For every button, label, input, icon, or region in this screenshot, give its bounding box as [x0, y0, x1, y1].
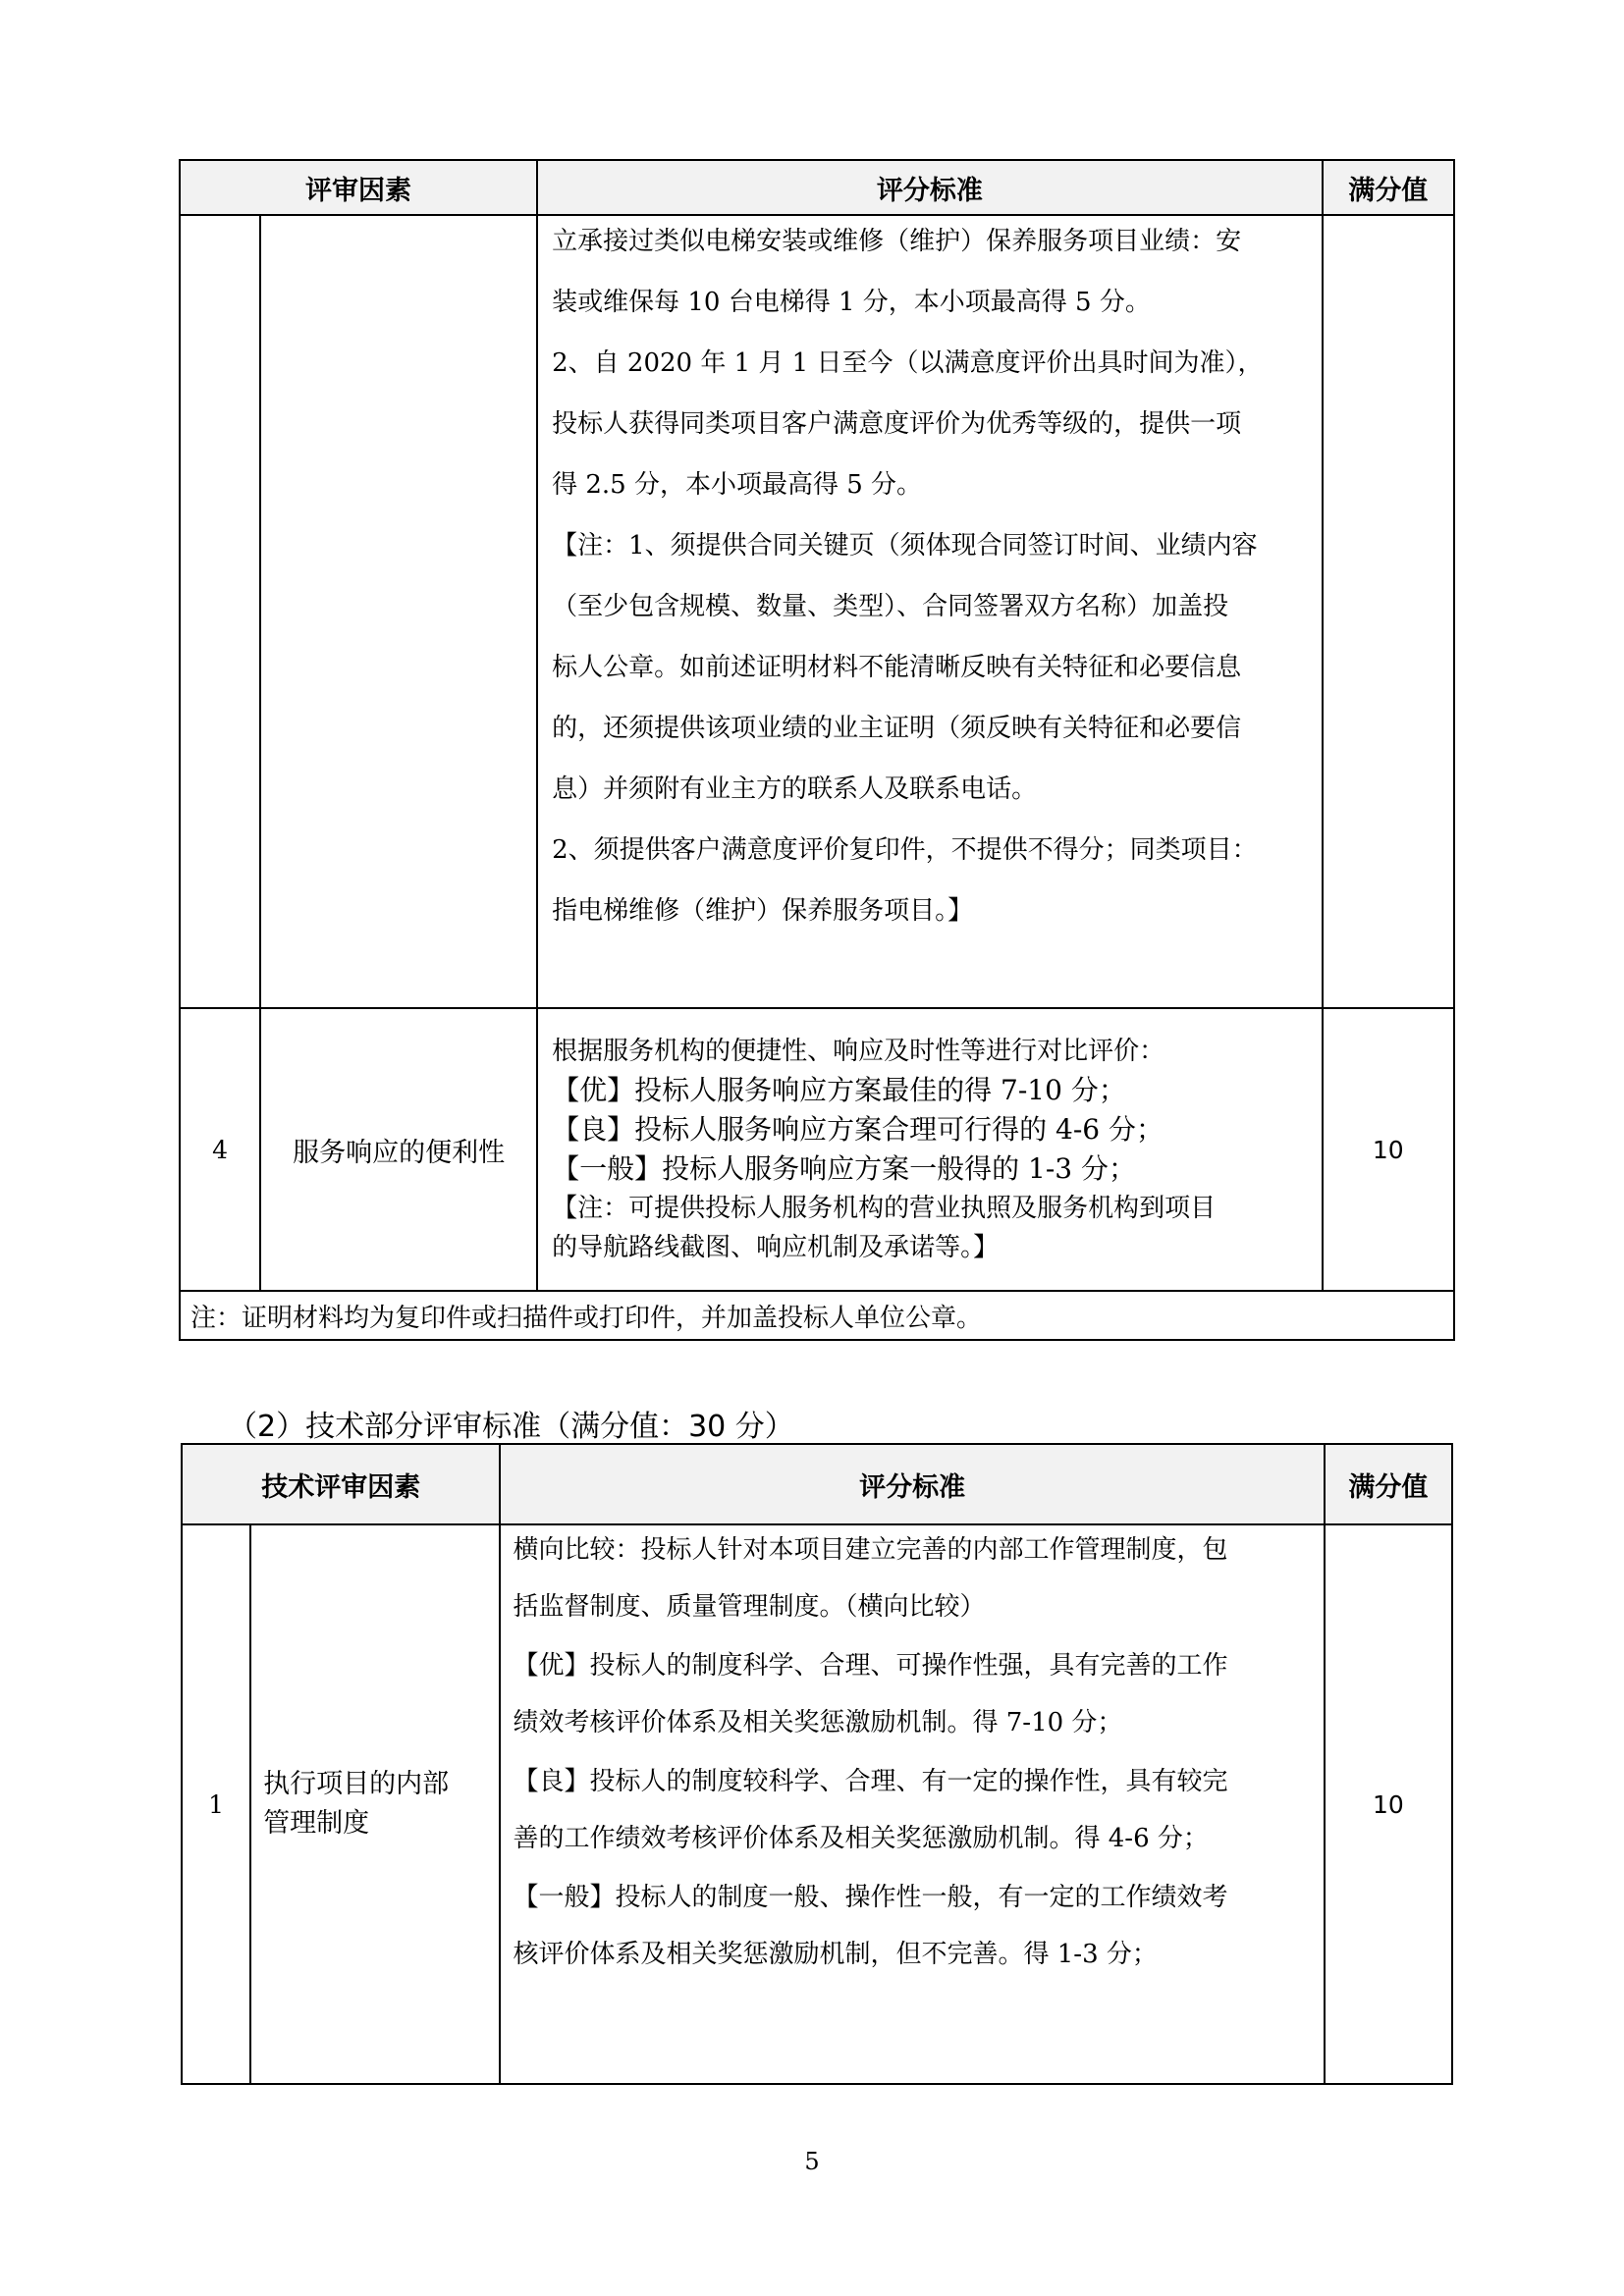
table-row [180, 1008, 1454, 1291]
criteria-line: 2、须提供客户满意度评价复印件，不提供不得分；同类项目： [552, 835, 1258, 865]
criteria-line: 【优】投标人的制度科学、合理、可操作性强，具有完善的工作 [513, 1651, 1228, 1681]
factor-cell [260, 215, 537, 1008]
criteria-line: 善的工作绩效考核评价体系及相关奖惩激励机制。得 4-6 分； [513, 1824, 1209, 1853]
criteria-line: 【注：可提供投标人服务机构的营业执照及服务机构到项目 [552, 1194, 1217, 1223]
criteria-line: 【良】投标人的制度较科学、合理、有一定的操作性，具有较完 [513, 1767, 1228, 1796]
header-factor: 评审因素 [180, 160, 537, 215]
header-max-score: 满分值 [1323, 160, 1454, 215]
criteria-line: 立承接过类似电梯安装或维修（维护）保养服务项目业绩：安 [552, 227, 1242, 256]
table-row [182, 1524, 1452, 2084]
num-cell [180, 215, 260, 1008]
criteria-cell [500, 1524, 1324, 2084]
criteria-line: 【良】投标人服务响应方案合理可行得的 4-6 分； [552, 1113, 1164, 1146]
criteria-line: 核评价体系及相关奖惩激励机制，但不完善。得 1-3 分； [513, 1940, 1158, 1969]
header-criteria: 评分标准 [537, 160, 1322, 215]
max-score-value: 10 [1325, 1524, 1452, 2084]
header-factor: 技术评审因素 [182, 1444, 500, 1524]
evaluation-table-2 [181, 1443, 1453, 2085]
evaluation-table-1 [179, 159, 1455, 1341]
criteria-line: 的导航路线截图、响应机制及承诺等。】 [552, 1233, 1000, 1262]
factor-label-line: 执行项目的内部 [263, 1769, 450, 1799]
criteria-line: 根据服务机构的便捷性、响应及时性等进行对比评价： [552, 1037, 1165, 1066]
factor-cell [250, 1524, 500, 2084]
row-number: 1 [182, 1524, 250, 2084]
criteria-line: 投标人获得同类项目客户满意度评价为优秀等级的，提供一项 [552, 409, 1242, 439]
table-note: 注：证明材料均为复印件或扫描件或打印件，并加盖投标人单位公章。 [180, 1291, 1454, 1340]
criteria-line: （至少包含规模、数量、类型）、合同签署双方名称）加盖投 [552, 592, 1229, 621]
criteria-line: 的，还须提供该项业绩的业主证明（须反映有关特征和必要信 [552, 714, 1242, 743]
criteria-line: 【一般】投标人的制度一般、操作性一般，有一定的工作绩效考 [513, 1883, 1228, 1912]
factor-label: 服务响应的便利性 [260, 1008, 537, 1291]
page-number: 5 [804, 2148, 820, 2175]
max-score-value: 10 [1323, 1008, 1454, 1291]
criteria-line: 【一般】投标人服务响应方案一般得的 1-3 分； [552, 1152, 1137, 1185]
table-header-row [182, 1444, 1452, 1524]
header-max-score: 满分值 [1325, 1444, 1452, 1524]
note-row [180, 1291, 1454, 1340]
section-heading: （2）技术部分评审标准（满分值：30 分） [228, 1410, 794, 1444]
criteria-line: 绩效考核评价体系及相关奖惩激励机制。得 7-10 分； [513, 1708, 1123, 1737]
criteria-line: 括监督制度、质量管理制度。（横向比较） [513, 1592, 986, 1622]
criteria-line: 得 2.5 分，本小项最高得 5 分。 [552, 470, 923, 500]
score-cell [1323, 215, 1454, 1008]
table-row-continued [180, 215, 1454, 1008]
criteria-line: 息）并须附有业主方的联系人及联系电话。 [552, 774, 1038, 804]
table-header-row [180, 160, 1454, 215]
criteria-cell [537, 215, 1322, 1008]
criteria-line: 指电梯维修（维护）保养服务项目。】 [552, 896, 974, 926]
criteria-line: 2、自 2020 年 1 月 1 日至今（以满意度评价出具时间为准）， [552, 348, 1264, 378]
header-criteria: 评分标准 [500, 1444, 1324, 1524]
criteria-cell [537, 1008, 1322, 1291]
criteria-line: 【优】投标人服务响应方案最佳的得 7-10 分； [552, 1074, 1126, 1106]
criteria-line: 【注：1、须提供合同关键页（须体现合同签订时间、业绩内容 [552, 531, 1258, 561]
row-number: 4 [180, 1008, 260, 1291]
factor-label-line: 管理制度 [263, 1808, 370, 1839]
criteria-line: 标人公章。如前述证明材料不能清晰反映有关特征和必要信息 [552, 653, 1242, 682]
criteria-line: 横向比较：投标人针对本项目建立完善的内部工作管理制度，包 [513, 1535, 1228, 1565]
criteria-line: 装或维保每 10 台电梯得 1 分，本小项最高得 5 分。 [552, 288, 1151, 317]
